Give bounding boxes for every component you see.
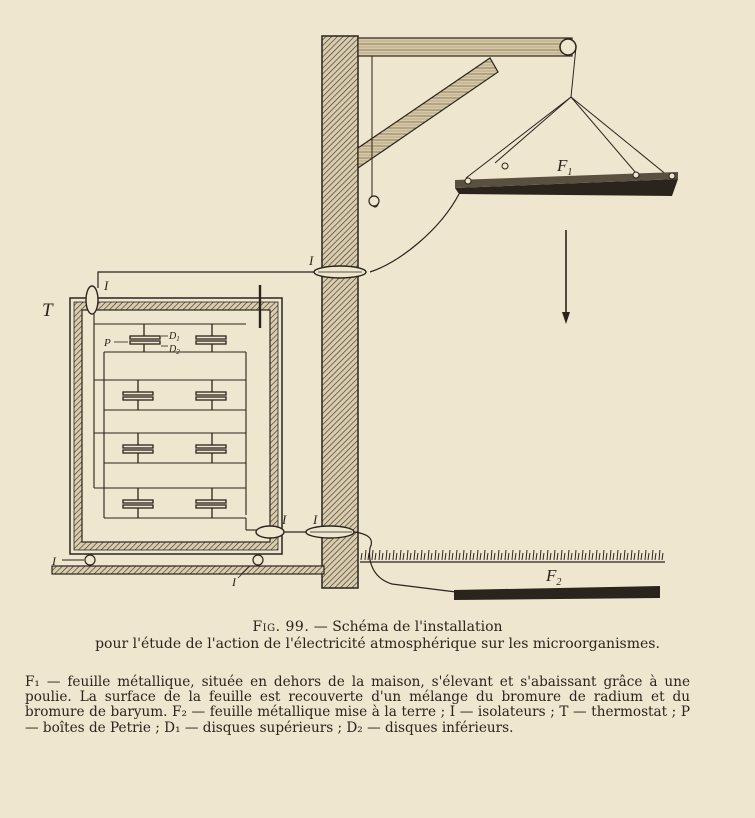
label-i-wall-lower: I (313, 512, 318, 527)
wire-f1-to-insulator (370, 194, 459, 272)
label-d1: $D_1$ (169, 331, 180, 343)
label-t: T (42, 300, 53, 321)
label-i-wall-upper: I (309, 253, 314, 268)
label-i-box-bottom: I (282, 512, 287, 527)
caption-subtitle: pour l'étude de l'action de l'électricité atmosphérique sur les microorganismes. (95, 636, 660, 652)
hook-icon (369, 196, 379, 206)
caption-title-line (0, 619, 755, 636)
wall-pole (322, 36, 358, 588)
metal-sheet-f2 (454, 566, 660, 600)
figure-caption (0, 619, 755, 653)
figure-number: Fig. 99. (252, 619, 310, 635)
floor (51, 554, 324, 589)
horizontal-beam (358, 38, 576, 56)
ground-grass (360, 548, 665, 562)
label-d2: $D_2$ (169, 344, 180, 356)
label-i-floor-under: I (232, 575, 236, 589)
metal-sheet-f1 (455, 156, 678, 196)
diagonal-brace (358, 58, 498, 168)
down-arrow-icon (562, 230, 570, 324)
label-f1: $F_1$ (557, 156, 573, 178)
label-i-floor-left: I (52, 554, 56, 568)
wire-insulator-to-box (98, 272, 314, 288)
label-f2: $F_2$ (546, 566, 562, 588)
figure-legend (25, 675, 690, 736)
figure-title: — Schéma de l'installation (309, 619, 503, 635)
label-p: P (104, 337, 111, 349)
label-i-box-top: I (104, 278, 109, 293)
legend-text: F₁ — feuille métallique, située en dehors de la maison, s'élevant et s'abaissant grâce à une poulie. La surface de la feuille est recouverte d'un mélange du bromure de radium et du bromure de baryum. F₂ — feuille métallique mise à la terre ; I — isolateurs ; T — thermostat ; P — boîtes de Petrie ; D₁ — disques supérieurs ; D₂ — disques inférieurs. (25, 674, 690, 736)
